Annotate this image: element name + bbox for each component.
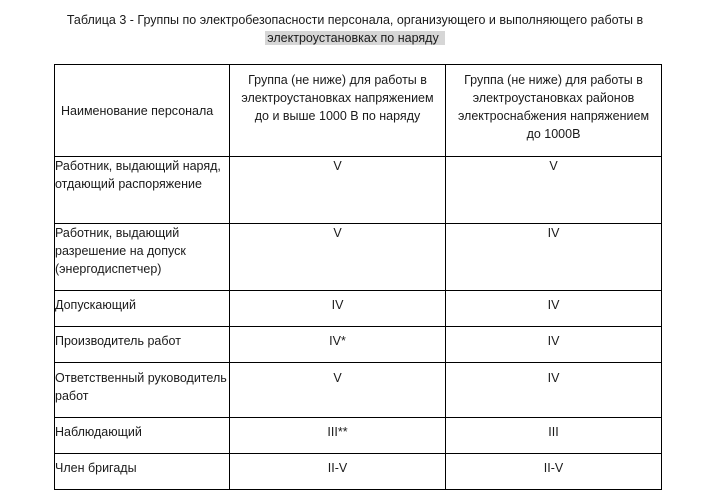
personnel-name: Производитель работ — [55, 327, 230, 363]
table-row — [55, 327, 662, 363]
group-general: IV* — [230, 327, 446, 363]
electrical-safety-groups-table — [54, 64, 662, 490]
group-general: II-V — [230, 454, 446, 490]
group-district: IV — [446, 327, 662, 363]
personnel-name: Работник, выдающий наряд, отдающий распоряжение — [55, 157, 230, 224]
header-group-district: Группа (не ниже) для работы в электроустановках районов электроснабжения напряжением до 1000В — [446, 65, 662, 157]
table-row — [55, 454, 662, 490]
header-personnel: Наименование персонала — [55, 65, 230, 157]
table-row — [55, 157, 662, 224]
group-general: III** — [230, 418, 446, 454]
group-general: IV — [230, 291, 446, 327]
group-district: III — [446, 418, 662, 454]
group-general: V — [230, 157, 446, 224]
group-district: V — [446, 157, 662, 224]
personnel-name: Член бригады — [55, 454, 230, 490]
personnel-name: Ответственный руководитель работ — [55, 363, 230, 418]
caption-line-1: Таблица 3 - Группы по электробезопасности персонала, организующего и выполняющего работы в — [66, 13, 644, 27]
group-district: IV — [446, 363, 662, 418]
table-row — [55, 291, 662, 327]
group-general: V — [230, 363, 446, 418]
table-header-row — [55, 65, 662, 157]
header-group-general: Группа (не ниже) для работы в электроустановках напряжением до и выше 1000 В по наряду — [230, 65, 446, 157]
personnel-name: Работник, выдающий разрешение на допуск (энергодиспетчер) — [55, 224, 230, 291]
group-district: IV — [446, 224, 662, 291]
group-district: IV — [446, 291, 662, 327]
caption-line-2-highlighted: электроустановках по наряду — [265, 31, 444, 45]
table-row — [55, 224, 662, 291]
table-row — [55, 418, 662, 454]
group-general: V — [230, 224, 446, 291]
personnel-name: Допускающий — [55, 291, 230, 327]
personnel-name: Наблюдающий — [55, 418, 230, 454]
group-district: II-V — [446, 454, 662, 490]
table-row — [55, 363, 662, 418]
table-caption — [0, 11, 710, 47]
